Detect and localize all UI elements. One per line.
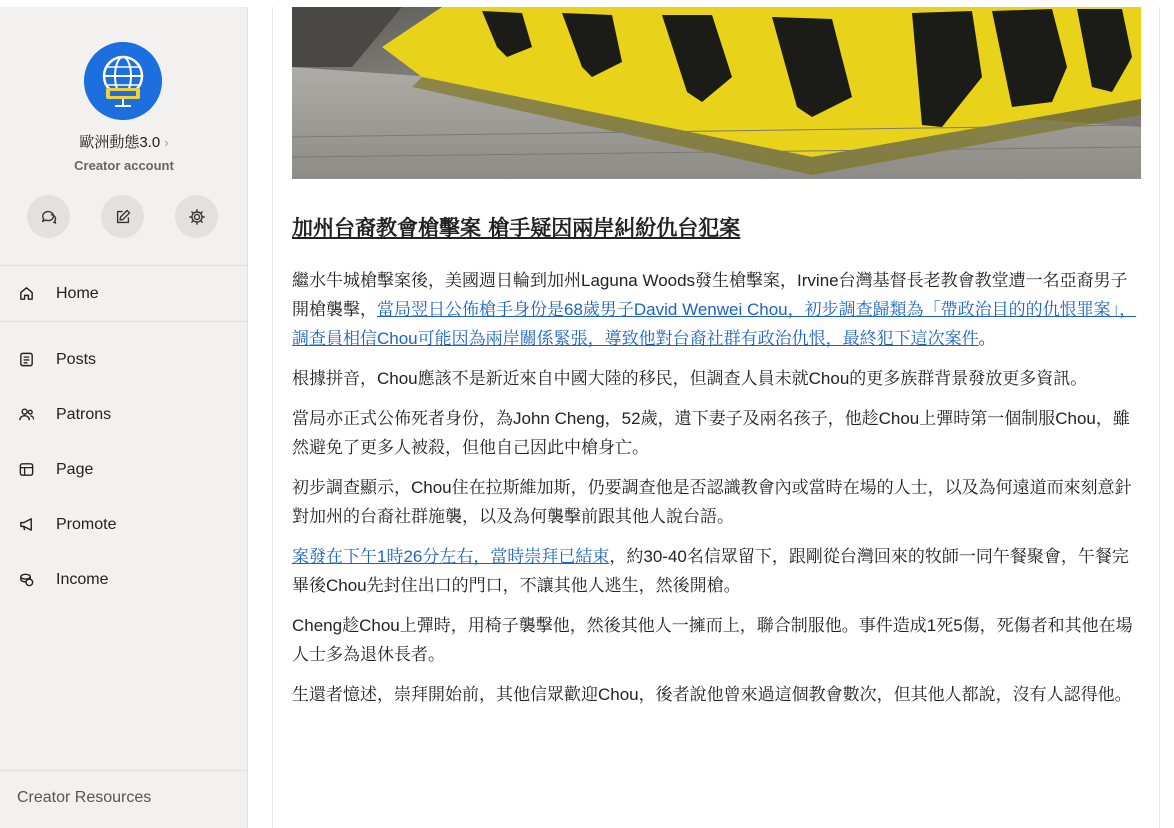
posts-icon xyxy=(18,351,36,369)
globe-logo-icon xyxy=(84,42,162,120)
sidebar-item-patrons[interactable] xyxy=(0,395,247,435)
paragraph-text: ，約30-40名信眾留下，跟剛從台灣回來的牧師一同午餐聚會，午餐完畢後Chou先封住出口的門口，不讓其他人逃生，然後開槍。 xyxy=(292,547,1129,595)
sidebar-item-label: Home xyxy=(56,285,99,302)
sidebar-item-label: Posts xyxy=(56,351,97,368)
sidebar-item-label: Promote xyxy=(56,516,117,533)
paragraph: 初步調查顯示，Chou住在拉斯維加斯，仍要調查他是否認識教會內或當時在場的人士，以及為何遠道而來刻意針對加州的台裔社群施襲，以及為何襲擊前跟其他人說台語。 xyxy=(292,478,1132,526)
sidebar-divider xyxy=(0,321,247,322)
edit-icon xyxy=(114,208,132,226)
sidebar-item-promote[interactable] xyxy=(0,505,247,545)
paragraph-text: 。 xyxy=(978,329,996,348)
chevron-right-icon: › xyxy=(164,135,169,150)
article-link[interactable]: 案發在下午1時26分左右，當時崇拜已結束 xyxy=(292,547,610,566)
chat-bubbles-icon xyxy=(40,208,58,226)
paragraph: 當局亦正式公佈死者身份，為John Cheng，52歲，遺下妻子及兩名孩子，他趁Chou上彈時第一個制服Chou，雖然避免了更多人被殺，但他自己因此中槍身亡。 xyxy=(292,409,1130,457)
sidebar-item-posts[interactable] xyxy=(0,340,247,380)
sidebar-item-label: Income xyxy=(56,571,109,588)
patrons-icon xyxy=(18,406,36,424)
sidebar-divider xyxy=(0,265,247,266)
police-tape-image xyxy=(292,7,1141,179)
gear-icon xyxy=(188,208,206,226)
post-hero-image xyxy=(292,7,1141,179)
sidebar-item-income[interactable] xyxy=(0,560,247,600)
paragraph xyxy=(292,542,1141,600)
article-link[interactable]: 當局翌日公佈槍手身份是68歲男子David Wenwei Chou，初步調查歸類為「帶政治目的的仇恨罪案」，調查員相信Chou可能因為兩岸關係緊張，導致他對台裔社群有政治仇恨，最終犯下這次案件 xyxy=(292,300,1137,348)
top-strip xyxy=(0,0,1174,7)
account-name[interactable] xyxy=(0,131,248,152)
megaphone-icon xyxy=(18,516,36,534)
creator-resources-label: Creator Resources xyxy=(17,789,152,806)
paragraph: Cheng趁Chou上彈時，用椅子襲擊他，然後其他人一擁而上，聯合制服他。事件造成1死5傷，死傷者和其他在場人士多為退休長者。 xyxy=(292,616,1133,664)
creator-resources-link[interactable] xyxy=(0,770,247,828)
create-post-button[interactable] xyxy=(101,195,144,238)
account-type: Creator account xyxy=(74,158,174,173)
coins-icon xyxy=(18,571,36,589)
messages-button[interactable] xyxy=(27,195,70,238)
sidebar-item-label: Patrons xyxy=(56,406,112,423)
page-icon xyxy=(18,461,36,479)
home-icon xyxy=(18,285,36,303)
settings-button[interactable] xyxy=(175,195,218,238)
sidebar-item-home[interactable] xyxy=(0,274,247,314)
paragraph-text: 繼水牛城槍擊案後，美國週日輪到加州Laguna Woods發生槍擊案，Irvine台灣基督長老教會教堂遭一名亞裔男子開槍襲擊， xyxy=(292,271,1128,319)
post-body xyxy=(292,266,1141,720)
sidebar xyxy=(0,7,248,828)
paragraph: 根據拼音，Chou應該不是新近來自中國大陸的移民，但調查人員未就Chou的更多族群背景發放更多資訊。 xyxy=(292,369,1088,388)
paragraph: 生還者憶述，崇拜開始前，其他信眾歡迎Chou，後者說他曾來過這個教會數次，但其他人都說，沒有人認得他。 xyxy=(292,685,1132,704)
paragraph xyxy=(292,266,1141,353)
avatar[interactable] xyxy=(84,42,162,120)
account-name-text: 歐洲動態3.0 xyxy=(79,134,161,151)
post-headline[interactable]: 加州台裔教會槍擊案 槍手疑因兩岸糾紛仇台犯案 xyxy=(292,215,741,240)
sidebar-item-page[interactable] xyxy=(0,450,247,490)
sidebar-item-label: Page xyxy=(56,461,94,478)
